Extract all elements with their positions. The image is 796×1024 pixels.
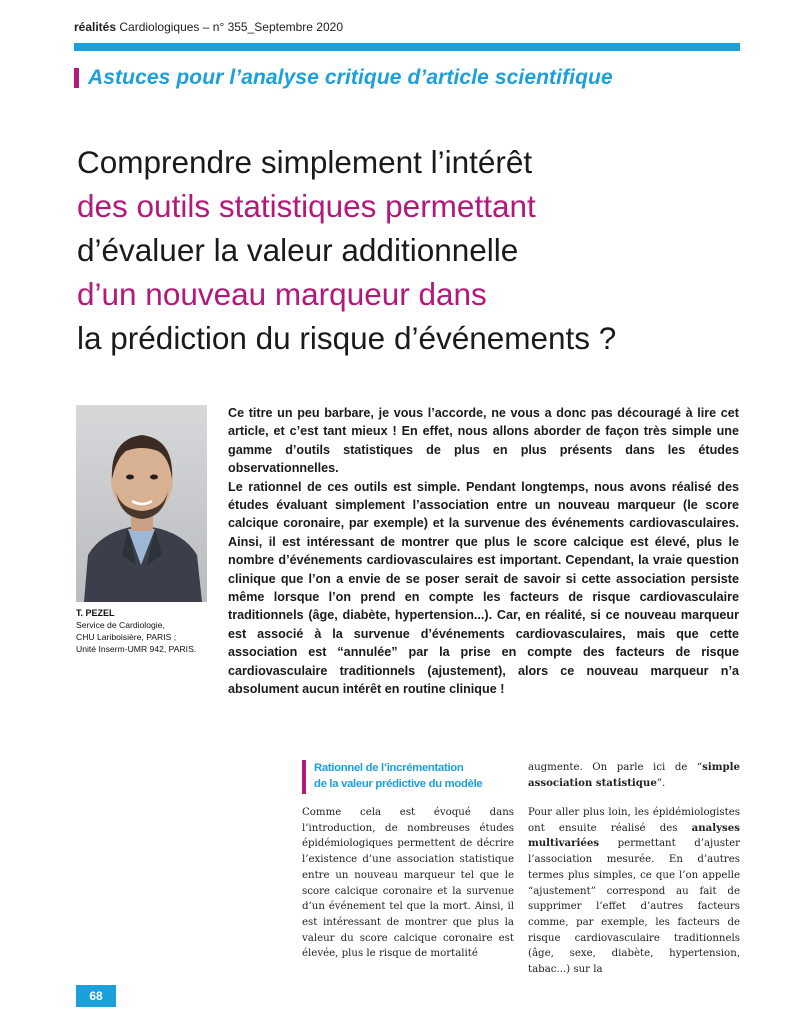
rubric-title: Astuces pour l’analyse critique d’article scientifique [88, 66, 613, 89]
author-name: T. PEZEL [76, 608, 115, 618]
intro-paragraph: Ce titre un peu barbare, je vous l’accorde, ne vous a donc pas découragé à lire cet article, et c’est tant mieux ! En effet, nous allons aborder de façon très simple une gamme d’outils statistiques de plus en plus présents dans les études observationnelles. [228, 406, 739, 476]
title-line: d’évaluer la valeur additionnelle [77, 232, 519, 268]
title-line: la prédiction du risque d’événements ? [77, 320, 617, 356]
title-line: d’un nouveau marqueur dans [77, 276, 487, 312]
journal-name: réalités [74, 20, 117, 34]
page-number: 68 [76, 985, 116, 1007]
author-block [76, 607, 196, 655]
body-column-right [528, 805, 740, 978]
body-paragraph [528, 805, 740, 978]
title-line: des outils statistiques permettant [77, 188, 536, 224]
author-affiliation: Service de Cardiologie, [76, 620, 165, 630]
body-paragraph [528, 760, 740, 791]
text-run: ”. [656, 777, 666, 789]
text-run: augmente. On parle ici de “ [528, 762, 703, 773]
author-affiliation: CHU Lariboisière, PARIS ; [76, 632, 177, 642]
rubric [74, 67, 613, 89]
emphasis: simple association statistique [528, 761, 740, 789]
author-affiliation: Unité Inserm-UMR 942, PARIS. [76, 644, 197, 654]
author-photo [76, 405, 207, 602]
running-header [74, 20, 343, 34]
section-marker [302, 760, 306, 794]
issue-info: Cardiologiques – n° 355_Septembre 2020 [119, 20, 343, 34]
body-column-right-top [528, 760, 740, 791]
emphasis: analyses multivariées [528, 821, 740, 850]
intro-text [228, 404, 739, 699]
text-run: Pour aller plus loin, les épidémiologistes ont ensuite réalisé des [528, 807, 740, 834]
rubric-marker [74, 68, 79, 88]
text-run: permettant d’ajuster l’association mesurée. En d’autres termes plus simples, ce que l’on appelle “ajustement” correspond au fait de supprimer l’effet d’autres facteurs comme, par exemple, les facteurs de risque cardiovasculaire traditionnels (âge, sexe, diabète, hypertension, tabac...) sur la [528, 838, 740, 976]
article-title [77, 140, 616, 360]
body-column-left [302, 805, 514, 962]
section-heading-line: Rationnel de l’incrémentation [314, 762, 464, 774]
section-heading [302, 760, 482, 794]
body-paragraph: Comme cela est évoqué dans l’introduction, de nombreuses études épidémiologiques permettent de décrire l’existence d’une association statistique entre un nouveau marqueur tel que le score calcique coronaire et la survenue d’un événement tel que la mort. Ainsi, il est intéressant de montrer que plus la valeur du score calcique coronaire est élevée, plus le risque de mortalité [302, 807, 514, 960]
intro-paragraph: Le rationnel de ces outils est simple. Pendant longtemps, nous avons réalisé des études évaluant simplement l’association entre un nouveau marqueur (le score calcique coronaire, par exemple) et la survenue des événements cardiovasculaires. Ainsi, il est intéressant de montrer que plus le score calcique est élevé, plus le nombre d’événements cardiovasculaires est important. Cependant, la vraie question clinique que l’on a envie de se poser serait de savoir si cette association persiste même lorsque l’on prend en compte les facteurs de risque cardiovasculaire traditionnels (âge, diabète, hypertension...). Car, en réalité, si ce nouveau marqueur est associé à la survenue d’événements cardiovasculaires, mais que cette association est “annulée” par la prise en compte des facteurs de risque cardiovasculaire traditionnels (ajustement), alors ce nouveau marqueur n’a absolument aucun intérêt en routine clinique ! [228, 479, 739, 697]
title-line: Comprendre simplement l’intérêt [77, 144, 533, 180]
section-heading-line: de la valeur prédictive du modèle [314, 778, 483, 790]
header-rule [74, 43, 740, 51]
